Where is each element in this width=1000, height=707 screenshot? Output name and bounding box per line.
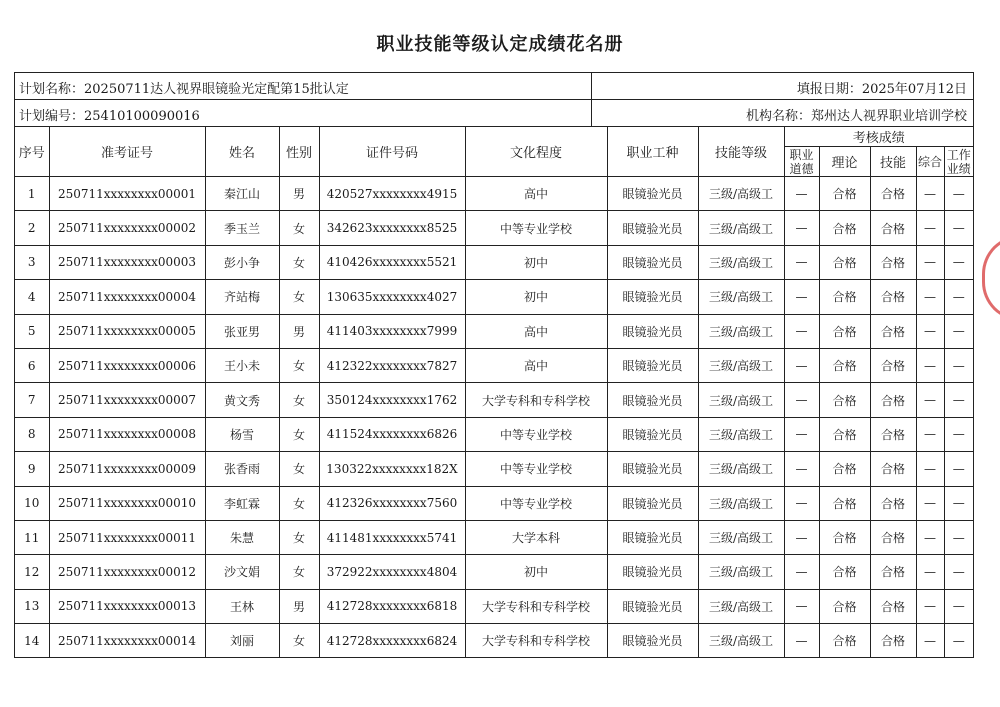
table-row	[15, 452, 973, 486]
table-row	[15, 280, 973, 314]
cell-comprehensive: —	[916, 314, 944, 348]
cell-ethics: —	[784, 486, 819, 520]
cell-gender: 男	[279, 589, 319, 623]
cell-exam-id: 250711xxxxxxxx00008	[49, 417, 205, 451]
cell-gender: 女	[279, 520, 319, 554]
cell-seq: 13	[15, 589, 49, 623]
cell-theory: 合格	[819, 314, 870, 348]
cell-id-number: 411403xxxxxxxx7999	[319, 314, 465, 348]
table-row	[15, 383, 973, 417]
cell-level: 三级/高级工	[698, 520, 784, 554]
cell-seq: 4	[15, 280, 49, 314]
cell-name: 彭小争	[205, 245, 279, 279]
cell-education: 初中	[465, 280, 607, 314]
cell-seq: 14	[15, 624, 49, 658]
cell-theory: 合格	[819, 417, 870, 451]
cell-work: —	[944, 245, 973, 279]
divider	[591, 73, 592, 99]
cell-gender: 男	[279, 177, 319, 211]
cell-id-number: 372922xxxxxxxx4804	[319, 555, 465, 589]
cell-level: 三级/高级工	[698, 486, 784, 520]
cell-occupation: 眼镜验光员	[607, 624, 698, 658]
col-header-gender: 性别	[279, 127, 319, 177]
cell-work: —	[944, 624, 973, 658]
cell-occupation: 眼镜验光员	[607, 417, 698, 451]
cell-gender: 女	[279, 452, 319, 486]
cell-ethics: —	[784, 348, 819, 382]
cell-gender: 女	[279, 417, 319, 451]
cell-exam-id: 250711xxxxxxxx00003	[49, 245, 205, 279]
cell-education: 中等专业学校	[465, 452, 607, 486]
cell-seq: 7	[15, 383, 49, 417]
cell-theory: 合格	[819, 589, 870, 623]
cell-seq: 3	[15, 245, 49, 279]
cell-occupation: 眼镜验光员	[607, 486, 698, 520]
cell-skill: 合格	[870, 245, 916, 279]
cell-ethics: —	[784, 211, 819, 245]
cell-skill: 合格	[870, 314, 916, 348]
cell-work: —	[944, 417, 973, 451]
page-title: 职业技能等级认定成绩花名册	[376, 34, 624, 55]
cell-comprehensive: —	[916, 624, 944, 658]
cell-level: 三级/高级工	[698, 211, 784, 245]
cell-name: 王林	[205, 589, 279, 623]
cell-education: 高中	[465, 348, 607, 382]
cell-name: 刘丽	[205, 624, 279, 658]
cell-skill: 合格	[870, 280, 916, 314]
col-header-id-number: 证件号码	[319, 127, 465, 177]
cell-level: 三级/高级工	[698, 280, 784, 314]
cell-gender: 女	[279, 245, 319, 279]
cell-education: 初中	[465, 245, 607, 279]
cell-level: 三级/高级工	[698, 555, 784, 589]
cell-occupation: 眼镜验光员	[607, 280, 698, 314]
cell-gender: 女	[279, 486, 319, 520]
col-header-theory: 理论	[819, 147, 870, 177]
cell-id-number: 412728xxxxxxxx6818	[319, 589, 465, 623]
cell-occupation: 眼镜验光员	[607, 520, 698, 554]
plan-info-row	[15, 73, 973, 100]
col-header-scores: 考核成绩	[784, 127, 973, 147]
cell-comprehensive: —	[916, 589, 944, 623]
cell-exam-id: 250711xxxxxxxx00010	[49, 486, 205, 520]
cell-seq: 5	[15, 314, 49, 348]
cell-name: 张香雨	[205, 452, 279, 486]
cell-ethics: —	[784, 280, 819, 314]
col-header-ethics: 职业道德	[784, 147, 819, 177]
cell-name: 齐站梅	[205, 280, 279, 314]
cell-education: 大学专科和专科学校	[465, 383, 607, 417]
cell-gender: 男	[279, 314, 319, 348]
cell-ethics: —	[784, 177, 819, 211]
divider	[591, 100, 592, 126]
cell-theory: 合格	[819, 245, 870, 279]
cell-seq: 10	[15, 486, 49, 520]
roster-body	[15, 177, 973, 658]
cell-level: 三级/高级工	[698, 177, 784, 211]
cell-occupation: 眼镜验光员	[607, 555, 698, 589]
cell-theory: 合格	[819, 280, 870, 314]
cell-level: 三级/高级工	[698, 383, 784, 417]
cell-name: 李虹霖	[205, 486, 279, 520]
cell-theory: 合格	[819, 555, 870, 589]
table-row	[15, 245, 973, 279]
cell-education: 高中	[465, 177, 607, 211]
table-row	[15, 211, 973, 245]
cell-gender: 女	[279, 383, 319, 417]
cell-theory: 合格	[819, 520, 870, 554]
cell-skill: 合格	[870, 555, 916, 589]
cell-comprehensive: —	[916, 211, 944, 245]
cell-skill: 合格	[870, 211, 916, 245]
cell-name: 张亚男	[205, 314, 279, 348]
cell-exam-id: 250711xxxxxxxx00014	[49, 624, 205, 658]
cell-skill: 合格	[870, 589, 916, 623]
seal-stamp	[982, 235, 1000, 321]
cell-comprehensive: —	[916, 383, 944, 417]
cell-name: 杨雪	[205, 417, 279, 451]
org-name: 机构名称：郑州达人视界职业培训学校	[745, 109, 967, 124]
cell-occupation: 眼镜验光员	[607, 177, 698, 211]
cell-work: —	[944, 383, 973, 417]
cell-occupation: 眼镜验光员	[607, 348, 698, 382]
cell-id-number: 350124xxxxxxxx1762	[319, 383, 465, 417]
cell-exam-id: 250711xxxxxxxx00007	[49, 383, 205, 417]
cell-theory: 合格	[819, 486, 870, 520]
cell-skill: 合格	[870, 452, 916, 486]
cell-id-number: 420527xxxxxxxx4915	[319, 177, 465, 211]
cell-exam-id: 250711xxxxxxxx00011	[49, 520, 205, 554]
table-row	[15, 177, 973, 211]
table-row	[15, 555, 973, 589]
cell-occupation: 眼镜验光员	[607, 589, 698, 623]
cell-theory: 合格	[819, 177, 870, 211]
col-header-education: 文化程度	[465, 127, 607, 177]
cell-ethics: —	[784, 555, 819, 589]
cell-seq: 1	[15, 177, 49, 211]
cell-work: —	[944, 555, 973, 589]
cell-education: 大学本科	[465, 520, 607, 554]
col-header-skill: 技能	[870, 147, 916, 177]
cell-education: 大学专科和专科学校	[465, 624, 607, 658]
cell-name: 秦江山	[205, 177, 279, 211]
cell-theory: 合格	[819, 348, 870, 382]
col-header-occupation: 职业工种	[607, 127, 698, 177]
cell-ethics: —	[784, 452, 819, 486]
cell-exam-id: 250711xxxxxxxx00012	[49, 555, 205, 589]
cell-work: —	[944, 486, 973, 520]
cell-theory: 合格	[819, 624, 870, 658]
cell-level: 三级/高级工	[698, 314, 784, 348]
cell-id-number: 130322xxxxxxxx182X	[319, 452, 465, 486]
cell-comprehensive: —	[916, 245, 944, 279]
cell-skill: 合格	[870, 383, 916, 417]
cell-level: 三级/高级工	[698, 452, 784, 486]
plan-number-row	[15, 100, 973, 127]
cell-seq: 9	[15, 452, 49, 486]
table-row	[15, 520, 973, 554]
col-header-comprehensive: 综合	[916, 147, 944, 177]
cell-skill: 合格	[870, 348, 916, 382]
cell-theory: 合格	[819, 452, 870, 486]
cell-exam-id: 250711xxxxxxxx00002	[49, 211, 205, 245]
cell-skill: 合格	[870, 486, 916, 520]
cell-id-number: 410426xxxxxxxx5521	[319, 245, 465, 279]
cell-skill: 合格	[870, 177, 916, 211]
cell-occupation: 眼镜验光员	[607, 314, 698, 348]
cell-id-number: 342623xxxxxxxx8525	[319, 211, 465, 245]
cell-ethics: —	[784, 417, 819, 451]
plan-number: 计划编号：25410100090016	[19, 109, 200, 124]
table-row	[15, 486, 973, 520]
cell-education: 中等专业学校	[465, 211, 607, 245]
col-header-level: 技能等级	[698, 127, 784, 177]
cell-education: 初中	[465, 555, 607, 589]
cell-education: 中等专业学校	[465, 417, 607, 451]
table-row	[15, 314, 973, 348]
cell-level: 三级/高级工	[698, 624, 784, 658]
cell-seq: 8	[15, 417, 49, 451]
cell-comprehensive: —	[916, 280, 944, 314]
cell-comprehensive: —	[916, 417, 944, 451]
cell-level: 三级/高级工	[698, 417, 784, 451]
cell-skill: 合格	[870, 520, 916, 554]
cell-id-number: 411481xxxxxxxx5741	[319, 520, 465, 554]
cell-work: —	[944, 348, 973, 382]
cell-id-number: 130635xxxxxxxx4027	[319, 280, 465, 314]
roster-table	[15, 127, 973, 657]
cell-id-number: 411524xxxxxxxx6826	[319, 417, 465, 451]
cell-work: —	[944, 314, 973, 348]
cell-gender: 女	[279, 348, 319, 382]
cell-name: 朱慧	[205, 520, 279, 554]
table-row	[15, 417, 973, 451]
col-header-exam-id: 准考证号	[49, 127, 205, 177]
cell-ethics: —	[784, 245, 819, 279]
cell-comprehensive: —	[916, 452, 944, 486]
col-header-name: 姓名	[205, 127, 279, 177]
cell-exam-id: 250711xxxxxxxx00004	[49, 280, 205, 314]
cell-work: —	[944, 177, 973, 211]
cell-skill: 合格	[870, 624, 916, 658]
cell-skill: 合格	[870, 417, 916, 451]
cell-work: —	[944, 452, 973, 486]
cell-name: 王小未	[205, 348, 279, 382]
cell-level: 三级/高级工	[698, 589, 784, 623]
cell-name: 沙文娟	[205, 555, 279, 589]
cell-theory: 合格	[819, 211, 870, 245]
cell-id-number: 412326xxxxxxxx7560	[319, 486, 465, 520]
cell-level: 三级/高级工	[698, 348, 784, 382]
cell-occupation: 眼镜验光员	[607, 452, 698, 486]
cell-occupation: 眼镜验光员	[607, 211, 698, 245]
table-row	[15, 589, 973, 623]
cell-work: —	[944, 589, 973, 623]
cell-theory: 合格	[819, 383, 870, 417]
cell-gender: 女	[279, 624, 319, 658]
cell-seq: 12	[15, 555, 49, 589]
cell-comprehensive: —	[916, 177, 944, 211]
cell-seq: 11	[15, 520, 49, 554]
report-date: 填报日期：2025年07月12日	[796, 82, 967, 97]
cell-ethics: —	[784, 589, 819, 623]
cell-id-number: 412728xxxxxxxx6824	[319, 624, 465, 658]
cell-ethics: —	[784, 520, 819, 554]
col-header-work: 工作业绩	[944, 147, 973, 177]
cell-work: —	[944, 520, 973, 554]
cell-work: —	[944, 211, 973, 245]
cell-exam-id: 250711xxxxxxxx00013	[49, 589, 205, 623]
col-header-seq: 序号	[15, 127, 49, 177]
cell-id-number: 412322xxxxxxxx7827	[319, 348, 465, 382]
cell-work: —	[944, 280, 973, 314]
cell-comprehensive: —	[916, 520, 944, 554]
cell-occupation: 眼镜验光员	[607, 245, 698, 279]
cell-education: 高中	[465, 314, 607, 348]
cell-gender: 女	[279, 555, 319, 589]
cell-level: 三级/高级工	[698, 245, 784, 279]
cell-name: 黄文秀	[205, 383, 279, 417]
cell-exam-id: 250711xxxxxxxx00006	[49, 348, 205, 382]
cell-comprehensive: —	[916, 348, 944, 382]
cell-gender: 女	[279, 280, 319, 314]
cell-seq: 6	[15, 348, 49, 382]
cell-comprehensive: —	[916, 486, 944, 520]
cell-exam-id: 250711xxxxxxxx00009	[49, 452, 205, 486]
cell-ethics: —	[784, 383, 819, 417]
cell-gender: 女	[279, 211, 319, 245]
cell-ethics: —	[784, 624, 819, 658]
table-row	[15, 348, 973, 382]
cell-occupation: 眼镜验光员	[607, 383, 698, 417]
cell-exam-id: 250711xxxxxxxx00001	[49, 177, 205, 211]
cell-education: 中等专业学校	[465, 486, 607, 520]
table-row	[15, 624, 973, 658]
cell-exam-id: 250711xxxxxxxx00005	[49, 314, 205, 348]
cell-ethics: —	[784, 314, 819, 348]
cell-education: 大学专科和专科学校	[465, 589, 607, 623]
cell-name: 季玉兰	[205, 211, 279, 245]
plan-name: 计划名称：20250711达人视界眼镜验光定配第15批认定	[19, 82, 349, 97]
cell-comprehensive: —	[916, 555, 944, 589]
cell-seq: 2	[15, 211, 49, 245]
roster-sheet	[14, 72, 974, 658]
